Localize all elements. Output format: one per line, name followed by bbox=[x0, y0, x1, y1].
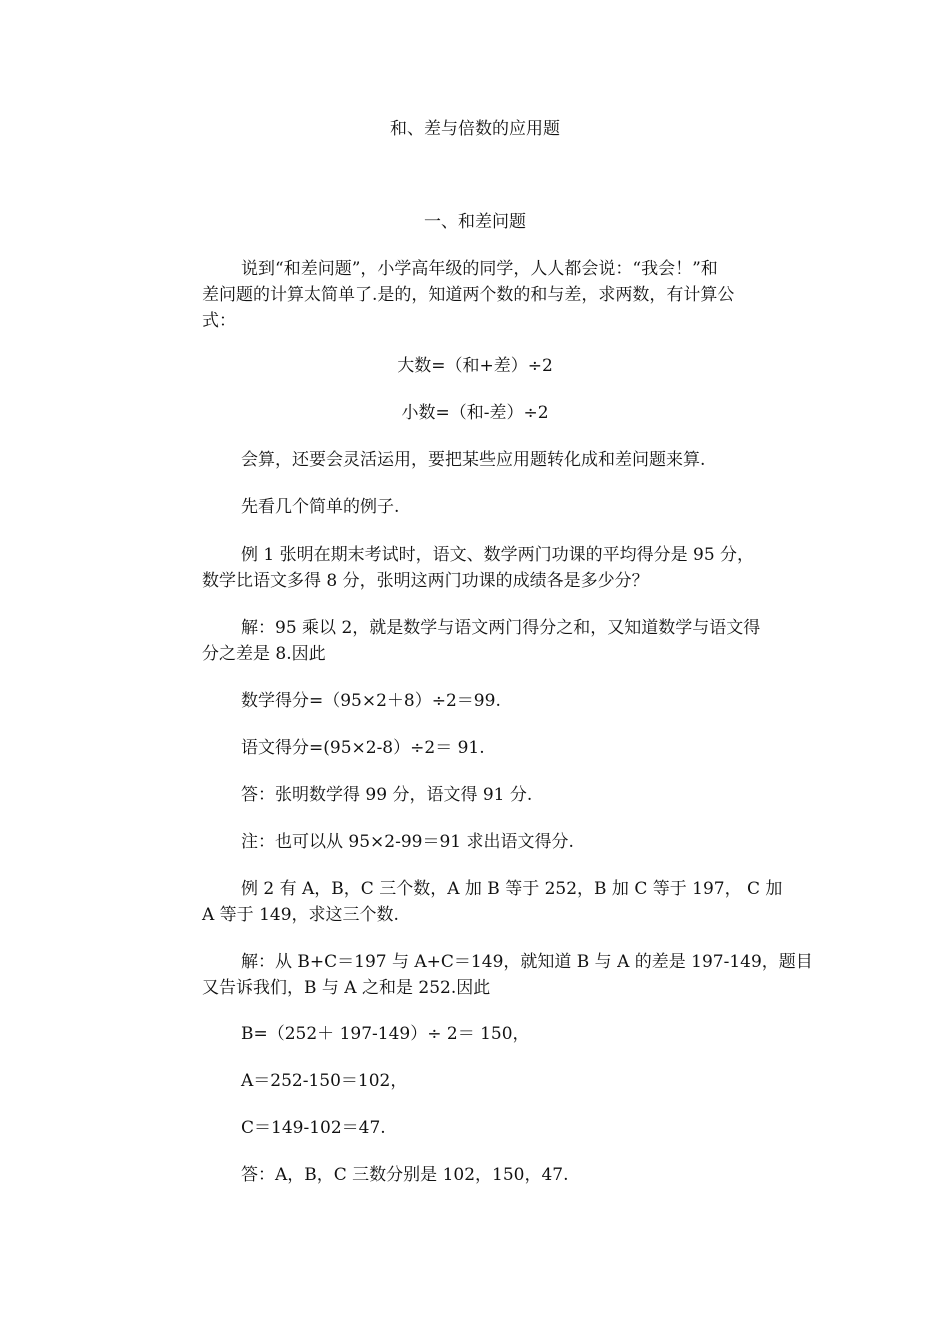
calc-2-c: C＝149-102＝47. bbox=[241, 1118, 386, 1138]
solution-2-line-1: 解：从 B+C＝197 与 A+C＝149，就知道 B 与 A 的差是 197-149，题目 bbox=[241, 952, 813, 972]
intro-line-2: 差问题的计算太简单了.是的，知道两个数的和与差，求两数，有计算公 bbox=[202, 285, 735, 305]
paragraph-apply: 会算，还要会灵活运用，要把某些应用题转化成和差问题来算. bbox=[241, 450, 706, 470]
solution-1-line-2: 分之差是 8.因此 bbox=[202, 644, 326, 664]
document-title: 和、差与倍数的应用题 bbox=[390, 119, 560, 139]
section-heading-sum-difference: 一、和差问题 bbox=[424, 212, 526, 232]
solution-2-line-2: 又告诉我们，B 与 A 之和是 252.因此 bbox=[202, 978, 491, 998]
solution-1-line-1: 解：95 乘以 2，就是数学与语文两门得分之和，又知道数学与语文得 bbox=[241, 618, 761, 638]
example-1-line-2: 数学比语文多得 8 分，张明这两门功课的成绩各是多少分？ bbox=[202, 571, 649, 591]
paragraph-examples: 先看几个简单的例子. bbox=[241, 497, 400, 517]
intro-line-1: 说到“和差问题”，小学高年级的同学，人人都会说：“我会！”和 bbox=[241, 259, 718, 279]
answer-2: 答：A，B，C 三数分别是 102，150，47. bbox=[241, 1165, 569, 1185]
calc-2-a: A＝252-150＝102， bbox=[241, 1071, 408, 1091]
note-1: 注：也可以从 95×2-99＝91 求出语文得分. bbox=[241, 832, 574, 852]
example-1-line-1: 例 1 张明在期末考试时，语文、数学两门功课的平均得分是 95 分， bbox=[241, 545, 755, 565]
calc-1-math-score: 数学得分=（95×2＋8）÷2＝99. bbox=[241, 691, 501, 711]
calc-1-chinese-score: 语文得分=(95×2-8）÷2＝ 91. bbox=[241, 738, 485, 758]
formula-big-number: 大数=（和+差）÷2 bbox=[397, 356, 553, 376]
answer-1: 答：张明数学得 99 分，语文得 91 分. bbox=[241, 785, 533, 805]
example-2-line-1: 例 2 有 A，B，C 三个数，A 加 B 等于 252，B 加 C 等于 197， C 加 bbox=[241, 879, 783, 899]
formula-small-number: 小数=（和-差）÷2 bbox=[401, 403, 549, 423]
intro-line-3: 式： bbox=[202, 311, 236, 331]
calc-2-b: B=（252＋ 197-149）÷ 2＝ 150， bbox=[241, 1024, 530, 1044]
example-2-line-2: A 等于 149，求这三个数. bbox=[202, 905, 399, 925]
